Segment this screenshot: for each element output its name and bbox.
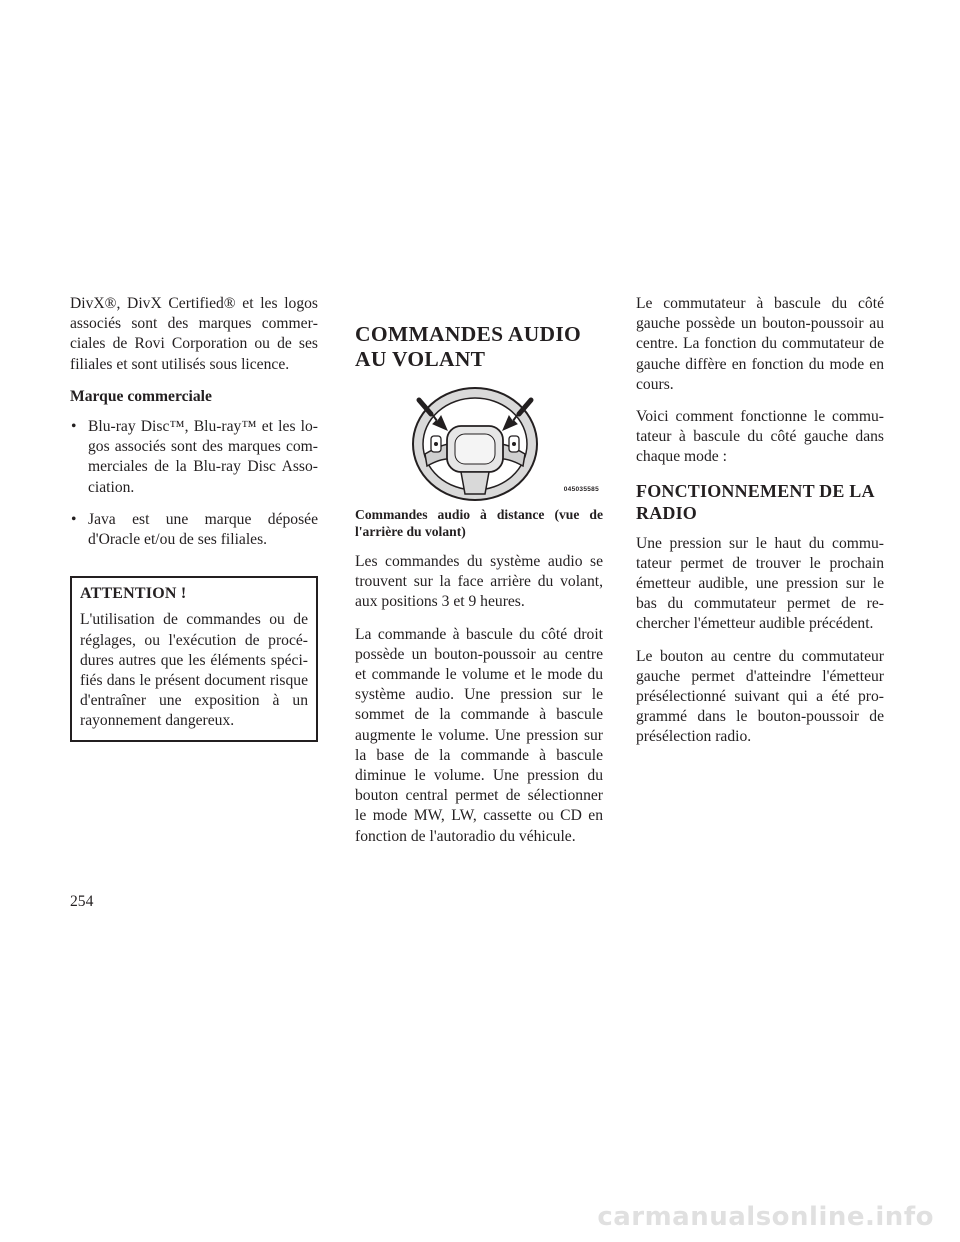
section-heading-radio: FONCTIONNEMENT DE LA RADIO xyxy=(636,480,874,523)
middle-column xyxy=(355,322,603,859)
left-column xyxy=(70,294,318,742)
section-heading-steering-audio: COMMANDES AUDIO AU VOLANT xyxy=(355,322,582,371)
figure-code: 045035585 xyxy=(563,485,599,493)
warning-title: ATTENTION ! xyxy=(80,585,187,603)
page-number: 254 xyxy=(70,893,94,910)
right-column xyxy=(636,294,884,760)
list-item: • Java est une marque déposée d'Oracle et/ou de ses filiales. xyxy=(70,510,318,550)
divx-notice: DivX®, DivX Certified® et les logos associés sont des marques commerciales de Rovi Corporation ou de ses filiales et sont utilisés sous licence. xyxy=(70,295,318,373)
steering-wheel-figure xyxy=(355,382,603,502)
trademark-list xyxy=(70,417,318,550)
paragraph: Voici comment fonctionne le commutateur à bascule du côté gauche dans chaque mode : xyxy=(636,408,884,466)
paragraph: Le bouton au centre du commutateur gauche permet d'atteindre l'émetteur présélectionné suivant qui a été programmé dans le bouton-poussoir de présélection radio. xyxy=(636,647,884,746)
list-item: • Blu-ray Disc™, Blu-ray™ et les logos associés sont des marques commerciales de la Blu-ray Disc Association. xyxy=(70,417,318,498)
warning-text: L'utilisation de commandes ou de réglages, ou l'exécution de procédures autres que les éléments spécifiés dans le présent document risque d'entraîner une exposition à un rayonnement dangereux. xyxy=(80,611,308,730)
paragraph: Les commandes du système audio se trouvent sur la face arrière du volant, aux positions 3 et 9 heures. xyxy=(355,553,603,611)
paragraph: La commande à bascule du côté droit possède un bouton-poussoir au centre et commande le volume et le mode du système audio. Une pression sur le sommet de la commande à bascule augmente le volume. Une pression sur la base de la commande à bascule diminue le volume. Une pression du bouton central permet de sélectionner le mode MW, LW, cassette ou CD en fonction de l'autoradio du véhicule. xyxy=(355,625,603,845)
paragraph: Une pression sur le haut du commutateur permet de trouver le prochain émetteur audible, une pression sur le bas du commutateur permet de rechercher l'émetteur audible précédent. xyxy=(636,534,884,633)
paragraph: Le commutateur à bascule du côté gauche possède un bouton-poussoir au centre. La fonction du commutateur de gauche diffère en fonction du mode en cours. xyxy=(636,295,884,393)
trademark-heading: Marque commerciale xyxy=(70,387,212,405)
warning-box xyxy=(70,576,318,741)
watermark: carmanualsonline.info xyxy=(597,1202,934,1232)
figure-caption: Commandes audio à distance (vue de l'arrière du volant) xyxy=(355,507,603,539)
